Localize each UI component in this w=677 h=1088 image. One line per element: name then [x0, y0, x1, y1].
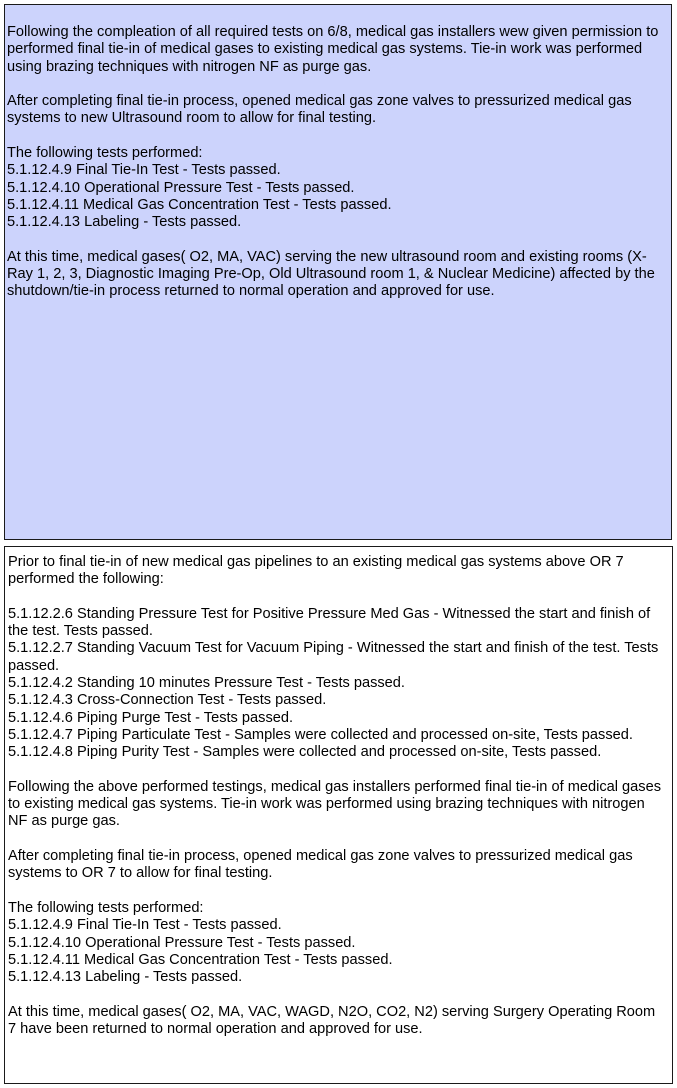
- tests-performed-list: [7, 145, 666, 231]
- pre-test-item: 5.1.12.4.3 Cross-Connection Test - Tests passed.: [8, 692, 327, 709]
- pre-test-item: 5.1.12.4.6 Piping Purge Test - Tests passed.: [8, 709, 294, 726]
- pre-test-item: 5.1.12.2.7 Standing Vacuum Test for Vacuum Piping - Witnessed the start and finish of the test. Tests passed.: [8, 640, 659, 674]
- spacer: [8, 589, 667, 606]
- completion-paragraph: Following the compleation of all required tests on 6/8, medical gas installers wew given permission to performed final tie-in of medical gases to existing medical gas systems. Tie-in work was performed using brazing techniques with nitrogen NF as purge gas.: [7, 24, 659, 75]
- test-item: 5.1.12.4.13 Labeling - Tests passed.: [8, 969, 243, 986]
- tests-heading: The following tests performed:: [7, 145, 203, 162]
- return-to-operation-paragraph: At this time, medical gases( O2, MA, VAC) serving the new ultrasound room and existing rooms (X-Ray 1, 2, 3, Diagnostic Imaging Pre-Op, Old Ultrasound room 1, & Nuclear Medicine) affected by the shutdown/tie-in process returned to normal operation and approved for use.: [7, 248, 655, 300]
- spacer: [7, 128, 666, 145]
- pre-test-item: 5.1.12.4.2 Standing 10 minutes Pressure Test - Tests passed.: [8, 675, 405, 692]
- return-to-operation-paragraph: At this time, medical gases( O2, MA, VAC, WAGD, N2O, CO2, N2) serving Surgery Operating Room 7 have been returned to normal operation and approved for use.: [8, 1003, 656, 1038]
- zone-valves-paragraph: After completing final tie-in process, opened medical gas zone valves to pressurized medical gas systems to new Ultrasound room to allow for final testing.: [7, 93, 632, 127]
- test-item: 5.1.12.4.9 Final Tie-In Test - Tests passed.: [7, 162, 281, 179]
- tie-in-paragraph: Following the above performed testings, medical gas installers performed final tie-in of medical gases to existing medical gas systems. Tie-in work was performed using brazing techniques with nitrogen NF as purge gas.: [8, 778, 661, 830]
- test-item: 5.1.12.4.10 Operational Pressure Test - Tests passed.: [8, 934, 356, 951]
- test-item: 5.1.12.4.13 Labeling - Tests passed.: [7, 214, 242, 231]
- or7-tie-in-note: [4, 546, 673, 1084]
- spacer: [8, 986, 667, 1003]
- spacer: [7, 76, 666, 93]
- tests-performed-list: [8, 900, 667, 986]
- spacer: [8, 883, 667, 900]
- pre-tie-in-tests-list: [8, 606, 667, 762]
- test-item: 5.1.12.4.11 Medical Gas Concentration Test - Tests passed.: [8, 951, 393, 968]
- pre-test-item: 5.1.12.4.7 Piping Particulate Test - Samples were collected and processed on-site, Tests passed.: [8, 726, 633, 743]
- spacer: [7, 232, 666, 249]
- spacer: [8, 831, 667, 848]
- tests-heading: The following tests performed:: [8, 899, 204, 916]
- zone-valves-paragraph: After completing final tie-in process, opened medical gas zone valves to pressurized medical gas systems to OR 7 to allow for final testing.: [8, 848, 633, 882]
- test-item: 5.1.12.4.10 Operational Pressure Test - Tests passed.: [7, 179, 355, 196]
- ultrasound-tie-in-note: [4, 4, 672, 540]
- pre-test-item: 5.1.12.2.6 Standing Pressure Test for Positive Pressure Med Gas - Witnessed the start and finish of the test. Tests passed.: [8, 605, 651, 640]
- test-item: 5.1.12.4.11 Medical Gas Concentration Test - Tests passed.: [7, 196, 392, 213]
- test-item: 5.1.12.4.9 Final Tie-In Test - Tests passed.: [8, 917, 282, 934]
- pre-test-item: 5.1.12.4.8 Piping Purity Test - Samples were collected and processed on-site, Tests passed.: [8, 744, 602, 761]
- intro-paragraph: Prior to final tie-in of new medical gas pipelines to an existing medical gas systems above OR 7 performed the following:: [8, 554, 624, 588]
- spacer: [8, 762, 667, 779]
